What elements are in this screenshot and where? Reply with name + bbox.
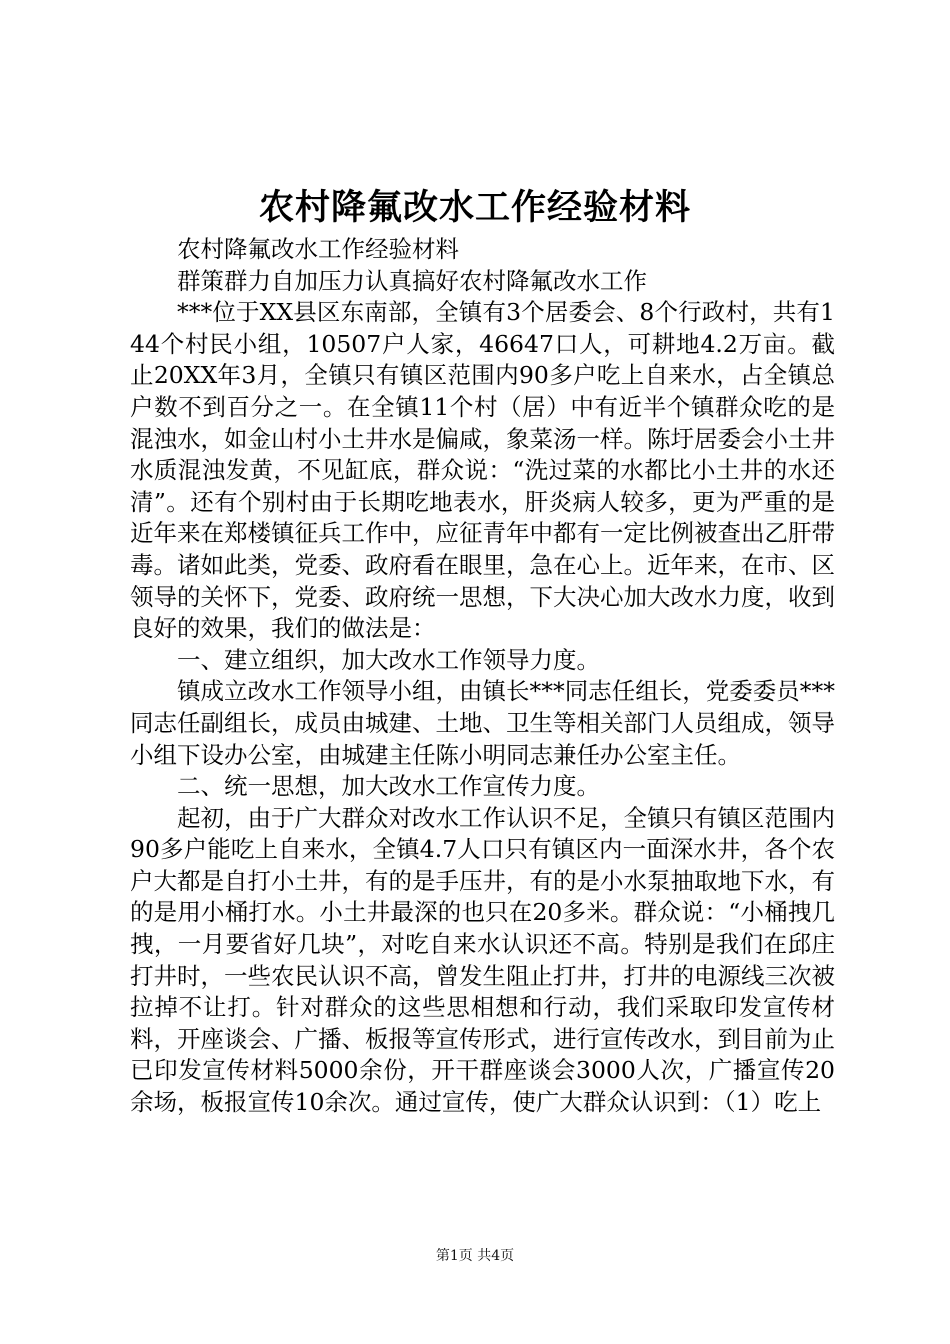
body-paragraph: 起初，由于广大群众对改水工作认识不足，全镇只有镇区范围内90多户能吃上自来水，全镇4.7人口只有镇区内一面深水井，各个农户大都是自打小土井，有的是手压井，有的是小水泵抽取地下水，有的是用小桶打水。小土井最深的也只在20多米。群众说：“小桶拽几拽，一月要省好几块”，对吃自来水认识还不高。特别是我们在邱庄打井时，一些农民认识不高，曾发生阻止打井，打井的电源线三次被拉掉不让打。针对群众的这些思相想和行动，我们采取印发宣传材料，开座谈会、广播、板报等宣传形式，进行宣传改水，到目前为止已印发宣传材料5000余份，开干群座谈会3000人次，广播宣传20余场，板报宣传10余次。通过宣传，使广大群众认识到：（1）吃上: [130, 803, 835, 1117]
page-number-footer: 第1页 共4页: [435, 1248, 515, 1264]
body-paragraph: 农村降氟改水工作经验材料: [177, 235, 459, 263]
document-title: 农村降氟改水工作经验材料: [258, 188, 691, 228]
section-heading: 一、建立组织，加大改水工作领导力度。: [177, 645, 600, 674]
body-paragraph: 群策群力自加压力认真搞好农村降氟改水工作: [177, 266, 647, 295]
section-heading: 二、统一思想，加大改水工作宣传力度。: [177, 772, 600, 801]
body-paragraph: ***位于XX县区东南部，全镇有3个居委会、8个行政村，共有144个村民小组，10507户人家，46647口人，可耕地4.2万亩。截止20XX年3月，全镇只有镇区范围内90多户吃上自来水，占全镇总户数不到百分之一。在全镇11个村（居）中有近半个镇群众吃的是混浊水，如金山村小土井水是偏咸，象菜汤一样。陈圩居委会小土井水质混浊发黄，不见缸底，群众说：“洗过菜的水都比小土井的水还清”。还有个别村由于长期吃地表水，肝炎病人较多，更为严重的是近年来在郑楼镇征兵工作中，应征青年中都有一定比例被查出乙肝带毒。诸如此类，党委、政府看在眼里，急在心上。近年来，在市、区领导的关怀下，党委、政府统一思想，下大决心加大改水力度，收到良好的效果，我们的做法是：: [130, 298, 835, 643]
document-body: [130, 234, 835, 1119]
body-paragraph: 镇成立改水工作领导小组，由镇长***同志任组长，党委委员***同志任副组长，成员由城建、土地、卫生等相关部门人员组成，领导小组下设办公室，由城建主任陈小明同志兼任办公室主任。: [130, 677, 835, 769]
